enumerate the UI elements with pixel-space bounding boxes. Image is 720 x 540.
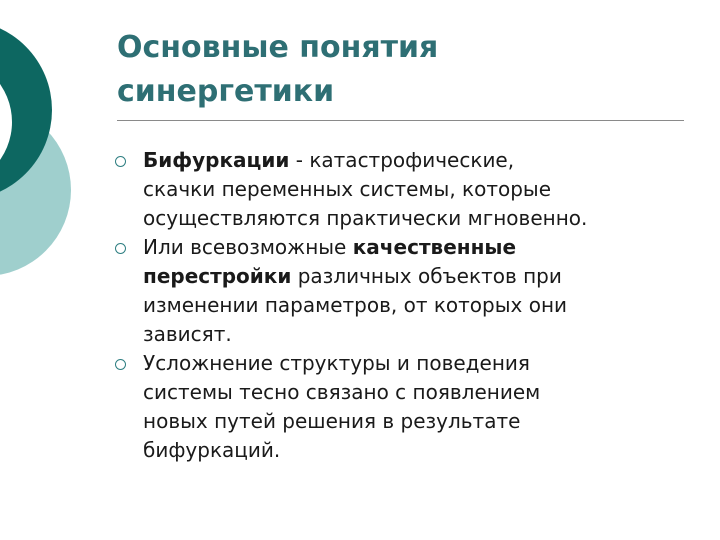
title-divider (117, 120, 684, 121)
bullet-1-line-1 (143, 146, 695, 175)
bullet-1-line-3: осуществляются практически мгновенно. (143, 206, 588, 230)
bullet-2-bold-term-2: перестройки (143, 264, 292, 288)
bullet-3-line-3: новых путей решения в результате (143, 409, 521, 433)
title-line-1: Основные понятия (117, 30, 439, 65)
hollow-circle-bullet-icon (115, 359, 126, 370)
bullet-item-qualitative-restructuring (115, 233, 695, 349)
bullet-2-line-2 (143, 262, 695, 291)
bullet-item-complexity (115, 349, 695, 465)
bullet-2-line-1 (143, 233, 695, 262)
bullet-2-line-1-text: Или всевозможные (143, 235, 353, 259)
hollow-circle-bullet-icon (115, 243, 126, 254)
bullet-3-line-1: Усложнение структуры и поведения (143, 351, 530, 375)
bullet-1-line-1-text: - катастрофические, (289, 148, 515, 172)
bullet-2-line-4: зависят. (143, 322, 232, 346)
decorative-teal-circles (0, 0, 120, 290)
bullet-1-bold-term: Бифуркации (143, 148, 290, 172)
bullet-2-bold-term-1: качественные (352, 235, 517, 259)
page-title (117, 26, 677, 114)
bullet-3-line-4: бифуркаций. (143, 438, 281, 462)
bullet-list (115, 146, 695, 465)
title-line-2: синергетики (117, 74, 335, 109)
bullet-item-bifurcations (115, 146, 695, 233)
hollow-circle-bullet-icon (115, 156, 126, 167)
bullet-2-line-2-text: различных объектов при (291, 264, 562, 288)
bullet-1-line-2: скачки переменных системы, которые (143, 177, 552, 201)
bullet-3-line-2: системы тесно связано с появлением (143, 380, 541, 404)
bullet-2-line-3: изменении параметров, от которых они (143, 293, 568, 317)
